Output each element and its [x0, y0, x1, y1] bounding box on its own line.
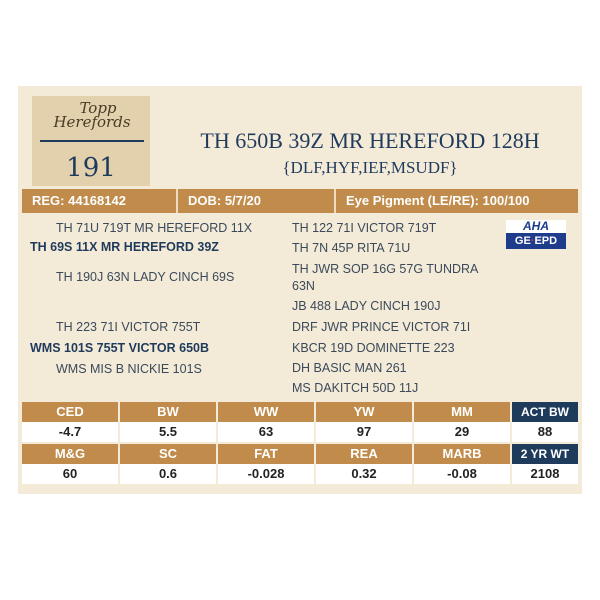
pedigree-right-1: TH 122 71I VICTOR 719T: [292, 221, 437, 235]
epd-header-marb: MARB: [414, 444, 510, 464]
pedigree-right-7: DH BASIC MAN 261: [292, 361, 407, 375]
two-yr-wt-value: 2108: [512, 464, 578, 484]
two-yr-wt-label: 2 YR WT: [512, 444, 578, 464]
info-bar: [22, 189, 578, 213]
logo-line-1: Topp: [79, 99, 117, 117]
eye-pigment: Eye Pigment (LE/RE): 100/100: [336, 189, 578, 213]
pedigree-sire-sire-sire: TH 71U 719T MR HEREFORD 11X: [56, 221, 253, 235]
actual-bw-value: 88: [512, 422, 578, 442]
epd-value-rea: 0.32: [316, 464, 412, 484]
pedigree-dam: WMS 101S 755T VICTOR 650B: [30, 341, 210, 355]
badge-dot: ·: [530, 235, 535, 247]
epd-value-mg: 60: [22, 464, 118, 484]
epd-text: EPD: [534, 235, 558, 247]
ge-epd-label: [506, 233, 566, 249]
registration-number: REG: 44168142: [22, 189, 178, 213]
pedigree-sire-dam: TH 190J 63N LADY CINCH 69S: [56, 270, 235, 284]
epd-value-mm: 29: [414, 422, 510, 442]
epd-header-sc: SC: [120, 444, 216, 464]
aha-label: AHA: [506, 220, 566, 233]
epd-value-marb: -0.08: [414, 464, 510, 484]
ge-text: GE: [514, 235, 531, 247]
epd-header-bw: BW: [120, 402, 216, 422]
epd-header-mm: MM: [414, 402, 510, 422]
epd-value-fat: -0.028: [218, 464, 314, 484]
logo-line-2: Herefords: [53, 113, 131, 131]
weight-stats: [512, 402, 578, 486]
pedigree-right-6: KBCR 19D DOMINETTE 223: [292, 341, 455, 355]
logo-divider: [40, 140, 144, 142]
pedigree-right-8: MS DAKITCH 50D 11J: [292, 381, 419, 395]
lot-number: 191: [66, 153, 116, 183]
date-of-birth: DOB: 5/7/20: [178, 189, 336, 213]
genetic-tags: {DLF,HYF,IEF,MSUDF}: [282, 158, 458, 177]
pedigree-right-2: TH 7N 45P RITA 71U: [292, 241, 411, 255]
topp-herefords-logo: [44, 101, 140, 137]
epd-header-rea: REA: [316, 444, 412, 464]
epd-value-yw: 97: [316, 422, 412, 442]
pedigree-dam-sire: TH 223 71I VICTOR 755T: [56, 320, 201, 334]
aha-ge-epd-badge: [506, 220, 566, 250]
pedigree-right-5: DRF JWR PRINCE VICTOR 71I: [292, 320, 471, 334]
epd-header-mg: M&G: [22, 444, 118, 464]
epd-value-sc: 0.6: [120, 464, 216, 484]
epd-header-fat: FAT: [218, 444, 314, 464]
pedigree-dam-dam: WMS MIS B NICKIE 101S: [56, 362, 202, 376]
epd-header-yw: YW: [316, 402, 412, 422]
pedigree-right-3-cont: 63N: [292, 279, 315, 293]
epd-table: [22, 402, 510, 486]
pedigree-sire: TH 69S 11X MR HEREFORD 39Z: [30, 240, 219, 254]
pedigree-right-4: JB 488 LADY CINCH 190J: [292, 299, 441, 313]
epd-header-ced: CED: [22, 402, 118, 422]
epd-value-bw: 5.5: [120, 422, 216, 442]
epd-value-ww: 63: [218, 422, 314, 442]
epd-value-ced: -4.7: [22, 422, 118, 442]
pedigree-right-3: TH JWR SOP 16G 57G TUNDRA: [292, 262, 479, 276]
actual-bw-label: ACT BW: [512, 402, 578, 422]
animal-name: TH 650B 39Z MR HEREFORD 128H: [200, 128, 540, 153]
epd-header-ww: WW: [218, 402, 314, 422]
